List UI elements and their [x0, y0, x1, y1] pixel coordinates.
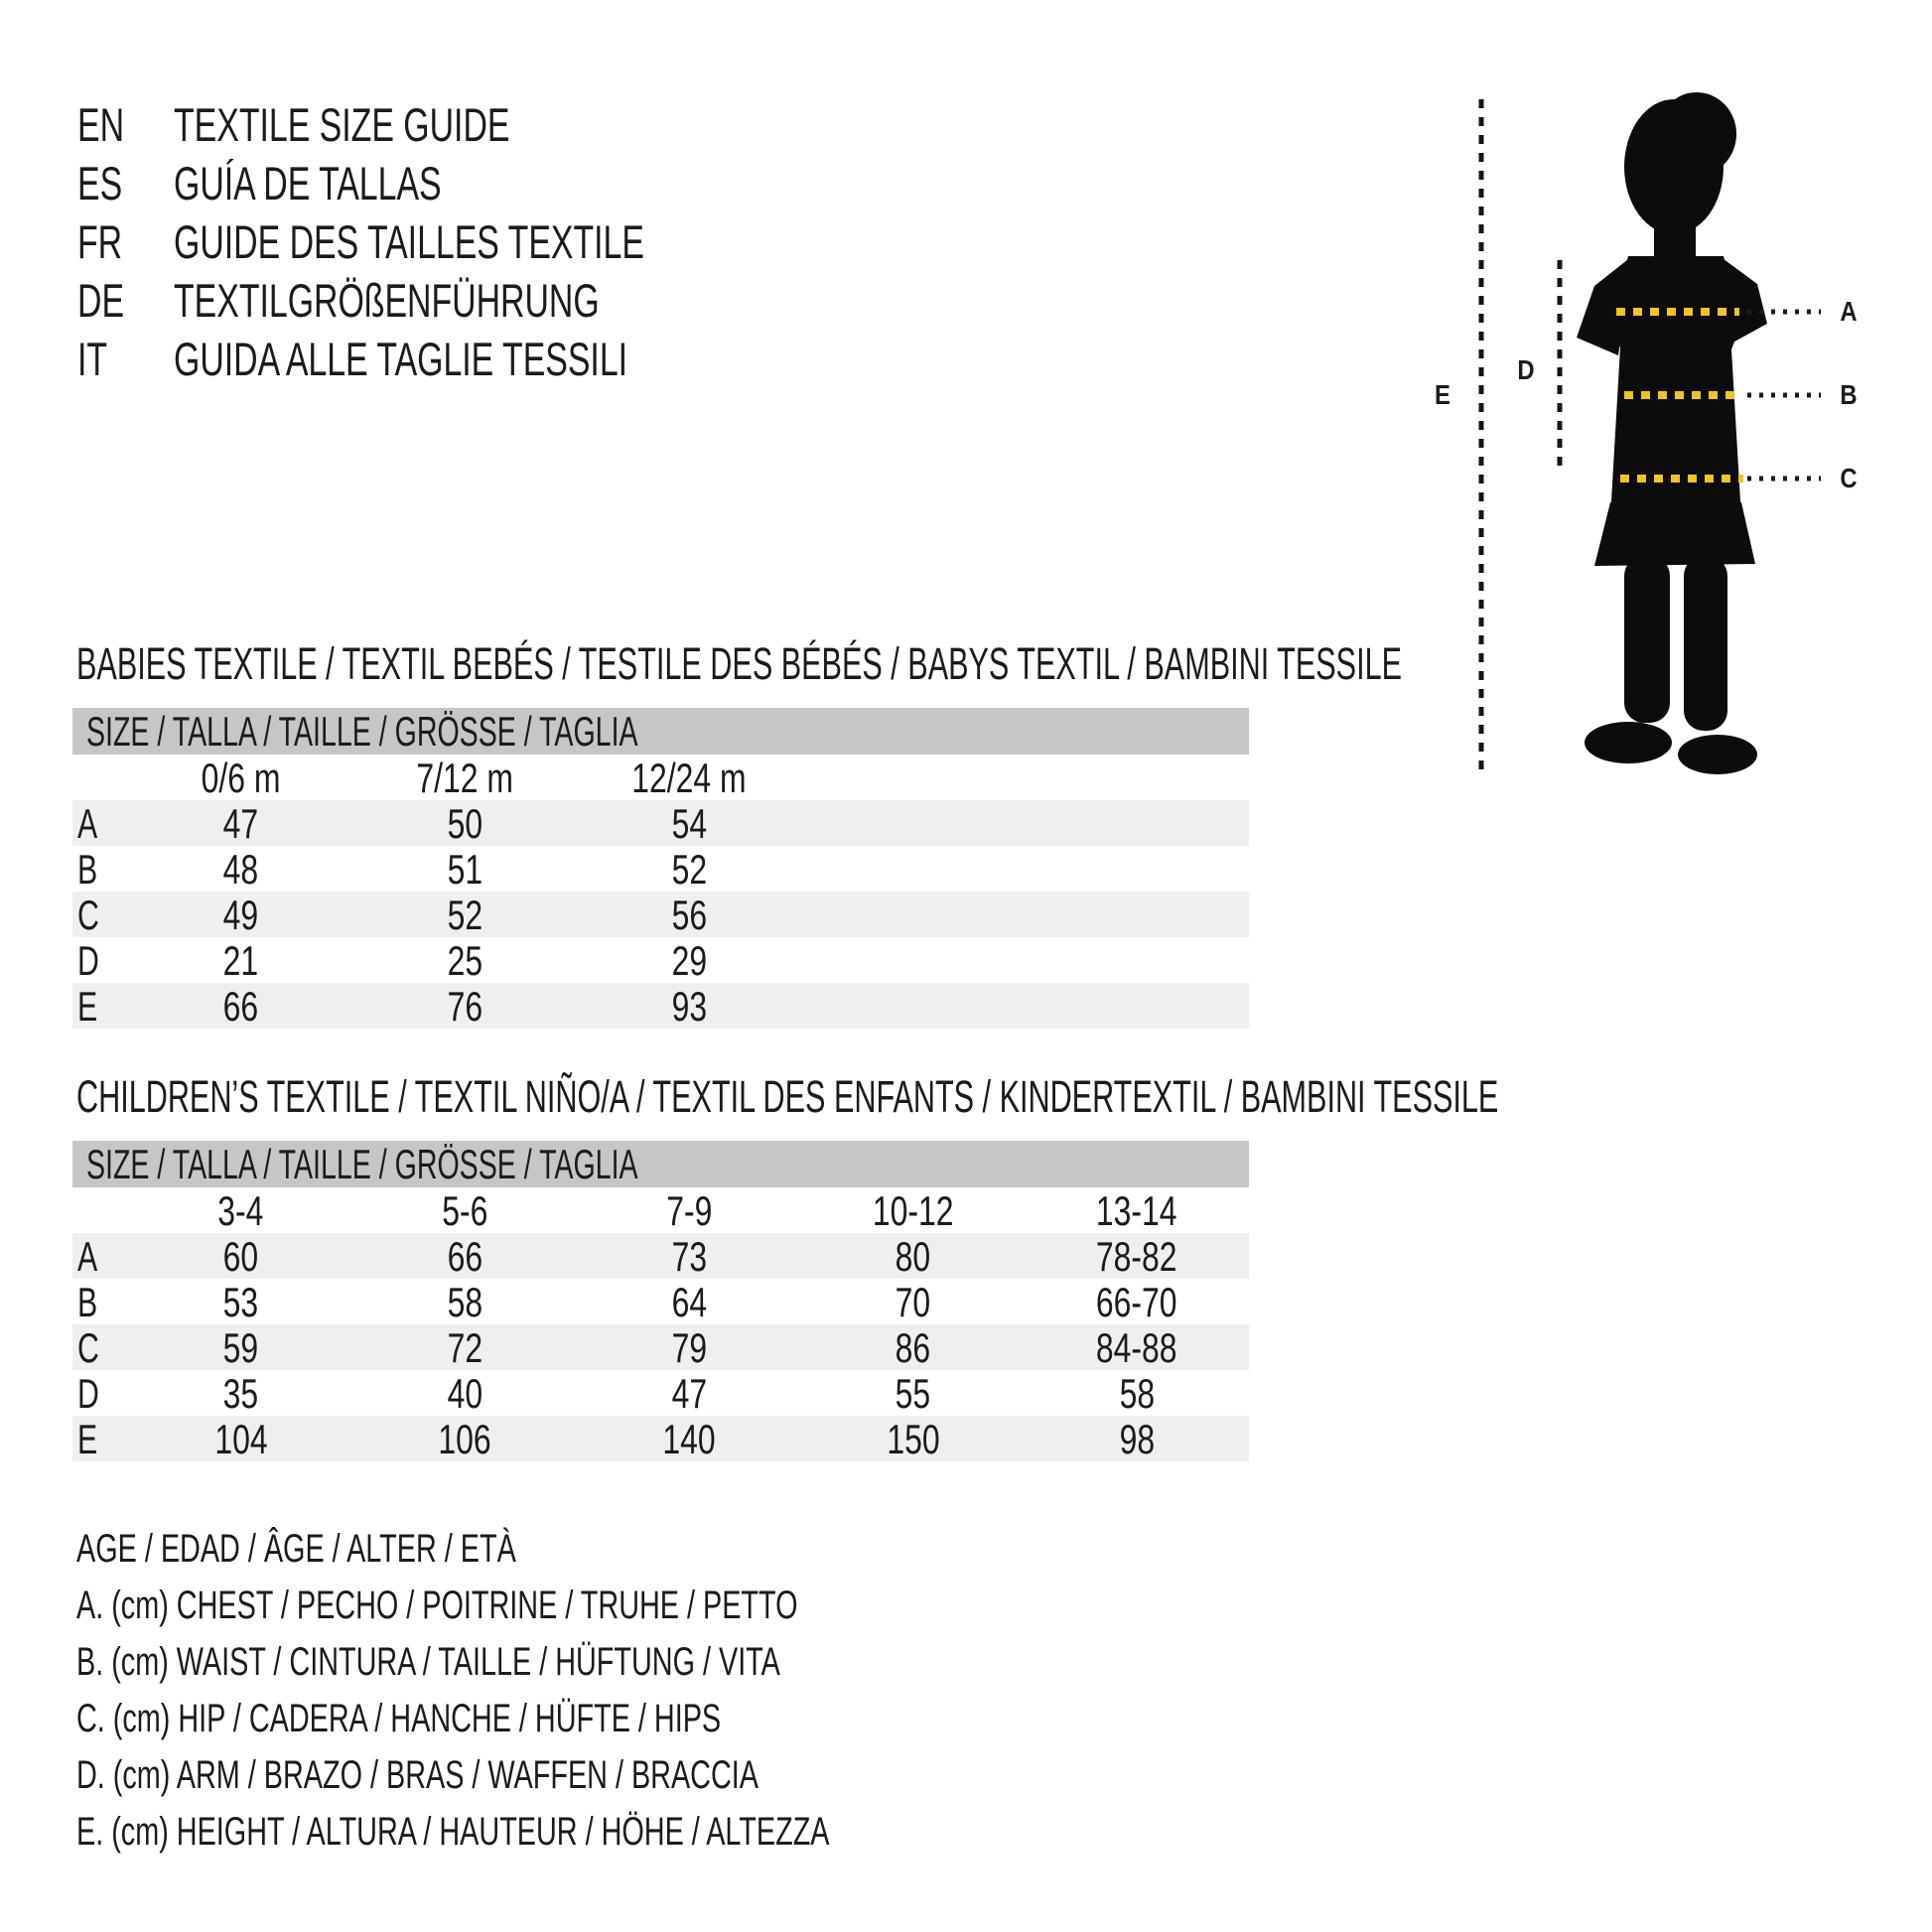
column-header: 10-12	[872, 1187, 954, 1234]
legend-age: AGE / EDAD / ÂGE / ALTER / ETÀ	[76, 1527, 516, 1571]
column-header: 5-6	[442, 1187, 488, 1234]
cell-value: 93	[671, 983, 707, 1030]
babies-section-heading: BABIES TEXTILE / TEXTIL BEBÉS / TESTILE DES BÉBÉS / BABYS TEXTIL / BAMBINI TESSILE	[76, 638, 1403, 689]
children-column-header-row	[72, 1187, 1249, 1233]
table-row	[72, 1233, 1249, 1279]
cell-value: 60	[223, 1233, 259, 1280]
children-size-header-band: SIZE / TALLA / TAILLE / GRÖSSE / TAGLIA	[72, 1141, 1249, 1187]
cell-value: 51	[447, 846, 483, 893]
column-header: 12/24 m	[631, 755, 747, 801]
page-title-de: TEXTILGRÖßENFÜHRUNG	[174, 274, 600, 327]
table-row	[72, 1370, 1249, 1416]
cell-value: 78-82	[1096, 1233, 1178, 1280]
cell-value: 58	[1119, 1370, 1155, 1417]
column-header: 13-14	[1096, 1187, 1178, 1234]
figure-label-height: E	[1435, 379, 1450, 410]
cell-value: 106	[438, 1416, 492, 1462]
table-row	[72, 846, 1249, 892]
cell-value: 79	[671, 1324, 707, 1371]
column-header: 7-9	[665, 1187, 713, 1234]
row-label: C	[77, 892, 99, 938]
table-row	[72, 1324, 1249, 1370]
cell-value: 86	[895, 1324, 931, 1371]
cell-value: 52	[671, 846, 707, 893]
legend-hip: C. (cm) HIP / CADERA / HANCHE / HÜFTE / HIPS	[76, 1697, 722, 1740]
children-size-table	[72, 1141, 1249, 1461]
cell-value: 52	[447, 892, 483, 938]
babies-size-table	[72, 708, 1249, 1029]
cell-value: 64	[671, 1279, 707, 1325]
legend-arm: D. (cm) ARM / BRAZO / BRAS / WAFFEN / BRACCIA	[76, 1753, 759, 1797]
babies-size-header-band: SIZE / TALLA / TAILLE / GRÖSSE / TAGLIA	[72, 708, 1249, 755]
cell-value: 55	[895, 1370, 931, 1417]
title-row-it	[77, 330, 827, 388]
cell-value: 104	[214, 1416, 268, 1462]
page-title-fr: GUIDE DES TAILLES TEXTILE	[174, 215, 644, 268]
cell-value: 140	[662, 1416, 716, 1462]
page-title-it: GUIDA ALLE TAGLIE TESSILI	[174, 333, 628, 385]
legend-chest: A. (cm) CHEST / PECHO / POITRINE / TRUHE / PETTO	[76, 1584, 798, 1627]
cell-value: 53	[223, 1279, 259, 1325]
row-label: A	[77, 1233, 98, 1280]
figure-label-waist: B	[1840, 379, 1858, 410]
title-row-fr	[77, 212, 827, 271]
cell-value: 21	[223, 937, 259, 984]
cell-value: 49	[223, 892, 259, 938]
cell-value: 47	[223, 800, 259, 847]
cell-value: 76	[447, 983, 483, 1030]
cell-value: 59	[223, 1324, 259, 1371]
cell-value: 50	[447, 800, 483, 847]
cell-value: 54	[671, 800, 707, 847]
table-row	[72, 1279, 1249, 1324]
cell-value: 84-88	[1096, 1324, 1178, 1371]
babies-column-header-row	[72, 755, 1249, 800]
page-title-es: GUÍA DE TALLAS	[174, 157, 442, 209]
figure-label-chest: A	[1840, 296, 1858, 327]
row-label: E	[77, 983, 98, 1030]
title-row-es	[77, 154, 827, 212]
language-code: FR	[77, 215, 123, 268]
figure-label-hip: C	[1840, 463, 1858, 493]
column-header: 0/6 m	[201, 755, 281, 801]
row-label: D	[77, 937, 99, 984]
title-row-de	[77, 271, 827, 330]
legend-height: E. (cm) HEIGHT / ALTURA / HAUTEUR / HÖHE / ALTEZZA	[76, 1810, 830, 1854]
legend-waist: B. (cm) WAIST / CINTURA / TAILLE / HÜFTUNG / VITA	[76, 1640, 780, 1684]
cell-value: 35	[223, 1370, 259, 1417]
cell-value: 73	[671, 1233, 707, 1280]
page-title-en: TEXTILE SIZE GUIDE	[174, 98, 510, 151]
cell-value: 48	[223, 846, 259, 893]
title-row-en	[77, 95, 827, 154]
row-label: B	[77, 1279, 98, 1325]
cell-value: 40	[447, 1370, 483, 1417]
cell-value: 80	[895, 1233, 931, 1280]
language-title-list	[77, 95, 827, 388]
cell-value: 150	[886, 1416, 940, 1462]
row-label: C	[77, 1324, 99, 1371]
figure-label-arm: D	[1517, 354, 1535, 385]
table-row	[72, 983, 1249, 1029]
cell-value: 70	[895, 1279, 931, 1325]
row-label: D	[77, 1370, 99, 1417]
language-code: EN	[77, 98, 125, 151]
cell-value: 66	[223, 983, 259, 1030]
column-header: 3-4	[217, 1187, 264, 1234]
cell-value: 66	[447, 1233, 483, 1280]
cell-value: 47	[671, 1370, 707, 1417]
row-label: A	[77, 800, 98, 847]
cell-value: 98	[1119, 1416, 1155, 1462]
table-row	[72, 892, 1249, 937]
column-header: 7/12 m	[416, 755, 514, 801]
cell-value: 58	[447, 1279, 483, 1325]
cell-value: 66-70	[1096, 1279, 1178, 1325]
row-label: B	[77, 846, 98, 893]
row-label: E	[77, 1416, 98, 1462]
table-row	[72, 800, 1249, 846]
language-code: ES	[77, 157, 123, 209]
language-code: DE	[77, 274, 125, 327]
cell-value: 29	[671, 937, 707, 984]
table-row	[72, 937, 1249, 983]
cell-value: 72	[447, 1324, 483, 1371]
cell-value: 25	[447, 937, 483, 984]
language-code: IT	[77, 333, 108, 385]
children-section-heading: CHILDREN’S TEXTILE / TEXTIL NIÑO/A / TEXTIL DES ENFANTS / KINDERTEXTIL / BAMBINI TESSILE	[76, 1071, 1499, 1122]
cell-value: 56	[671, 892, 707, 938]
table-row	[72, 1416, 1249, 1461]
measurement-legend	[76, 1521, 1122, 1861]
